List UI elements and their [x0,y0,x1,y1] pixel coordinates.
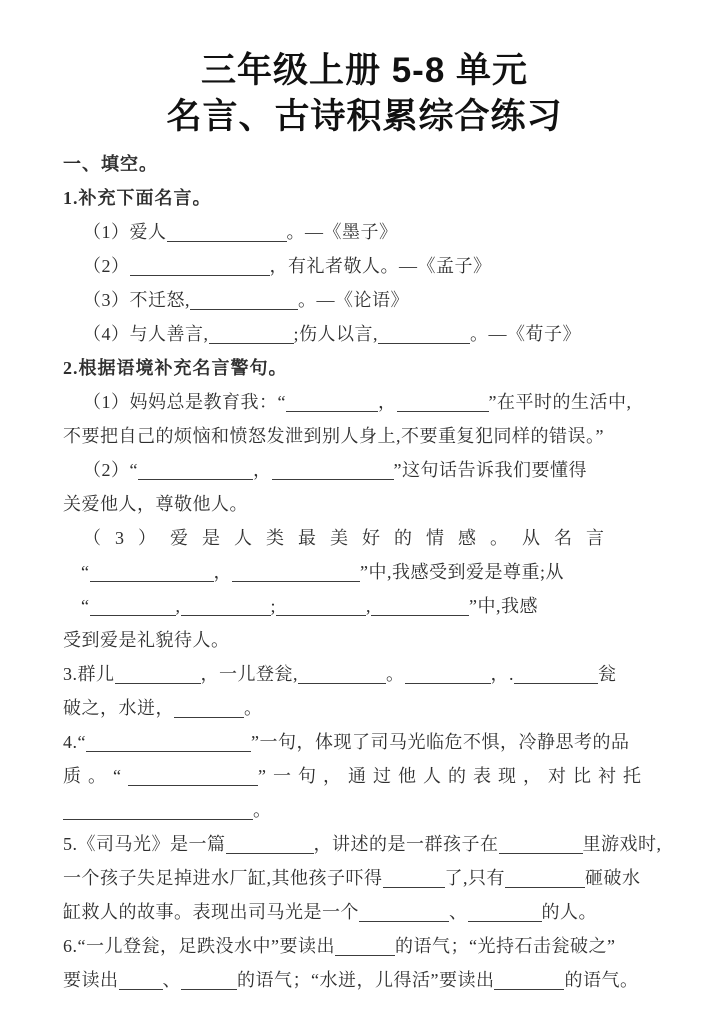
title-line-2: 名言、古诗积累综合练习 [166,97,563,136]
line-text: 破之，水迸， [63,698,174,718]
line-text: 里游戏时, [582,834,662,854]
continuation [63,963,666,997]
line-text: 的语气；“光持石击瓮破之” [394,936,616,956]
answer-blank [128,765,258,786]
sub-item [63,317,666,351]
answer-blank [494,969,564,990]
sub-item [63,385,666,419]
answer-blank [378,323,470,344]
answer-blank [405,663,491,684]
answer-blank [190,289,298,310]
quote-continuation [63,589,666,623]
continuation [63,487,666,521]
continuation [63,793,666,827]
line-text: 一、填空。 [63,154,158,174]
answer-blank [272,459,394,480]
continuation [63,419,666,453]
answer-blank [298,663,386,684]
line-text: （2）“ [83,460,138,480]
numbered-item [63,725,666,759]
answer-blank [167,221,287,242]
line-text: ”这句话告诉我们要懂得 [393,460,587,480]
answer-blank [90,595,176,616]
worksheet-title [63,48,666,140]
answer-blank [174,697,244,718]
answer-blank [90,561,214,582]
line-text: , [366,596,372,616]
sub-item [63,521,666,555]
line-text: “ [81,562,90,582]
line-text: 3.群儿 [63,664,115,684]
answer-blank [371,595,469,616]
answer-blank [209,323,294,344]
line-text: 2.根据语境补充名言警句。 [63,358,288,378]
continuation [63,861,666,895]
line-text: （1）爱人 [83,222,167,242]
answer-blank [181,969,237,990]
line-text: ;伤人以言, [293,324,379,344]
line-text: （1）妈妈总是教育我：“ [83,392,286,412]
line-text: ，. [490,664,514,684]
line-text: ， [378,392,397,412]
answer-blank [138,459,253,480]
line-text: ”中,我感 [469,596,539,616]
line-text: ， [213,562,232,582]
continuation [63,623,666,657]
answer-blank [276,595,366,616]
numbered-item [63,929,666,963]
line-text: ”一句，通过他人的表现，对比衬托 [258,766,648,786]
line-text: ”在平时的生活中, [488,392,632,412]
answer-blank [63,799,253,820]
line-text: 关爱他人，尊敬他人。 [63,494,248,514]
answer-blank [359,901,449,922]
line-text: 。 [253,800,272,820]
line-text: 1.补充下面名言。 [63,188,212,208]
answer-blank [499,833,583,854]
line-text: 。—《荀子》 [470,324,582,344]
answer-blank [130,255,270,276]
continuation [63,895,666,929]
line-text: 的语气。 [564,970,639,990]
line-text: ”中,我感受到爱是尊重;从 [360,562,564,582]
numbered-item [63,657,666,691]
answer-blank [286,391,378,412]
line-text: 。—《墨子》 [286,222,398,242]
line-text: （3）爱是人类最美好的情感。从名言 [83,528,618,548]
line-text: （4）与人善言, [83,324,209,344]
answer-blank [514,663,598,684]
line-text: “ [81,596,90,616]
answer-blank [226,833,314,854]
numbered-item [63,827,666,861]
line-text: 4.“ [63,732,86,752]
line-text: , [175,596,181,616]
section-heading [63,147,666,181]
line-text: 砸破水 [585,868,641,888]
worksheet-body [63,147,666,997]
line-text: ，一儿登瓮, [200,664,298,684]
line-text: 了,只有 [444,868,505,888]
title-line-1: 三年级上册 5-8 单元 [200,51,529,90]
continuation [63,691,666,725]
line-text: 瓮 [598,664,617,684]
line-text: 缸救人的故事。表现出司马光是一个 [63,902,359,922]
line-text: 5.《司马光》是一篇 [63,834,226,854]
answer-blank [119,969,163,990]
line-text: 6.“一儿登瓮，足跌没水中”要读出 [63,936,335,956]
line-text: 要读出 [63,970,119,990]
answer-blank [232,561,360,582]
answer-blank [86,731,251,752]
line-text: （3）不迁怒, [83,290,190,310]
line-text: ， [253,460,272,480]
line-text: 一个孩子失足掉进水厂缸,其他孩子吓得 [63,868,383,888]
answer-blank [115,663,201,684]
line-text: 的人。 [541,902,597,922]
answer-blank [468,901,542,922]
line-text: 的语气；“水迸，儿得活”要读出 [237,970,495,990]
answer-blank [181,595,271,616]
line-text: ”一句，体现了司马光临危不惧，冷静思考的品 [251,732,630,752]
line-text: ，有礼者敬人。—《孟子》 [269,256,492,276]
line-text: 质。“ [63,766,128,786]
line-text: ; [270,596,277,616]
line-text: 、 [449,902,468,922]
line-text: ，讲述的是一群孩子在 [313,834,499,854]
line-text: 、 [162,970,181,990]
line-text: 。 [244,698,263,718]
answer-blank [383,867,445,888]
answer-blank [397,391,489,412]
line-text: 。 [386,664,405,684]
numbered-heading [63,181,666,215]
sub-item [63,283,666,317]
continuation [63,759,666,793]
answer-blank [335,935,395,956]
numbered-heading [63,351,666,385]
sub-item [63,215,666,249]
line-text: 。—《论语》 [298,290,409,310]
quote-continuation [63,555,666,589]
answer-blank [505,867,585,888]
sub-item [63,249,666,283]
sub-item [63,453,666,487]
line-text: 受到爱是礼貌待人。 [63,630,230,650]
line-text: 不要把自己的烦恼和愤怒发泄到别人身上,不要重复犯同样的错误。” [63,426,604,446]
line-text: （2） [83,256,130,276]
